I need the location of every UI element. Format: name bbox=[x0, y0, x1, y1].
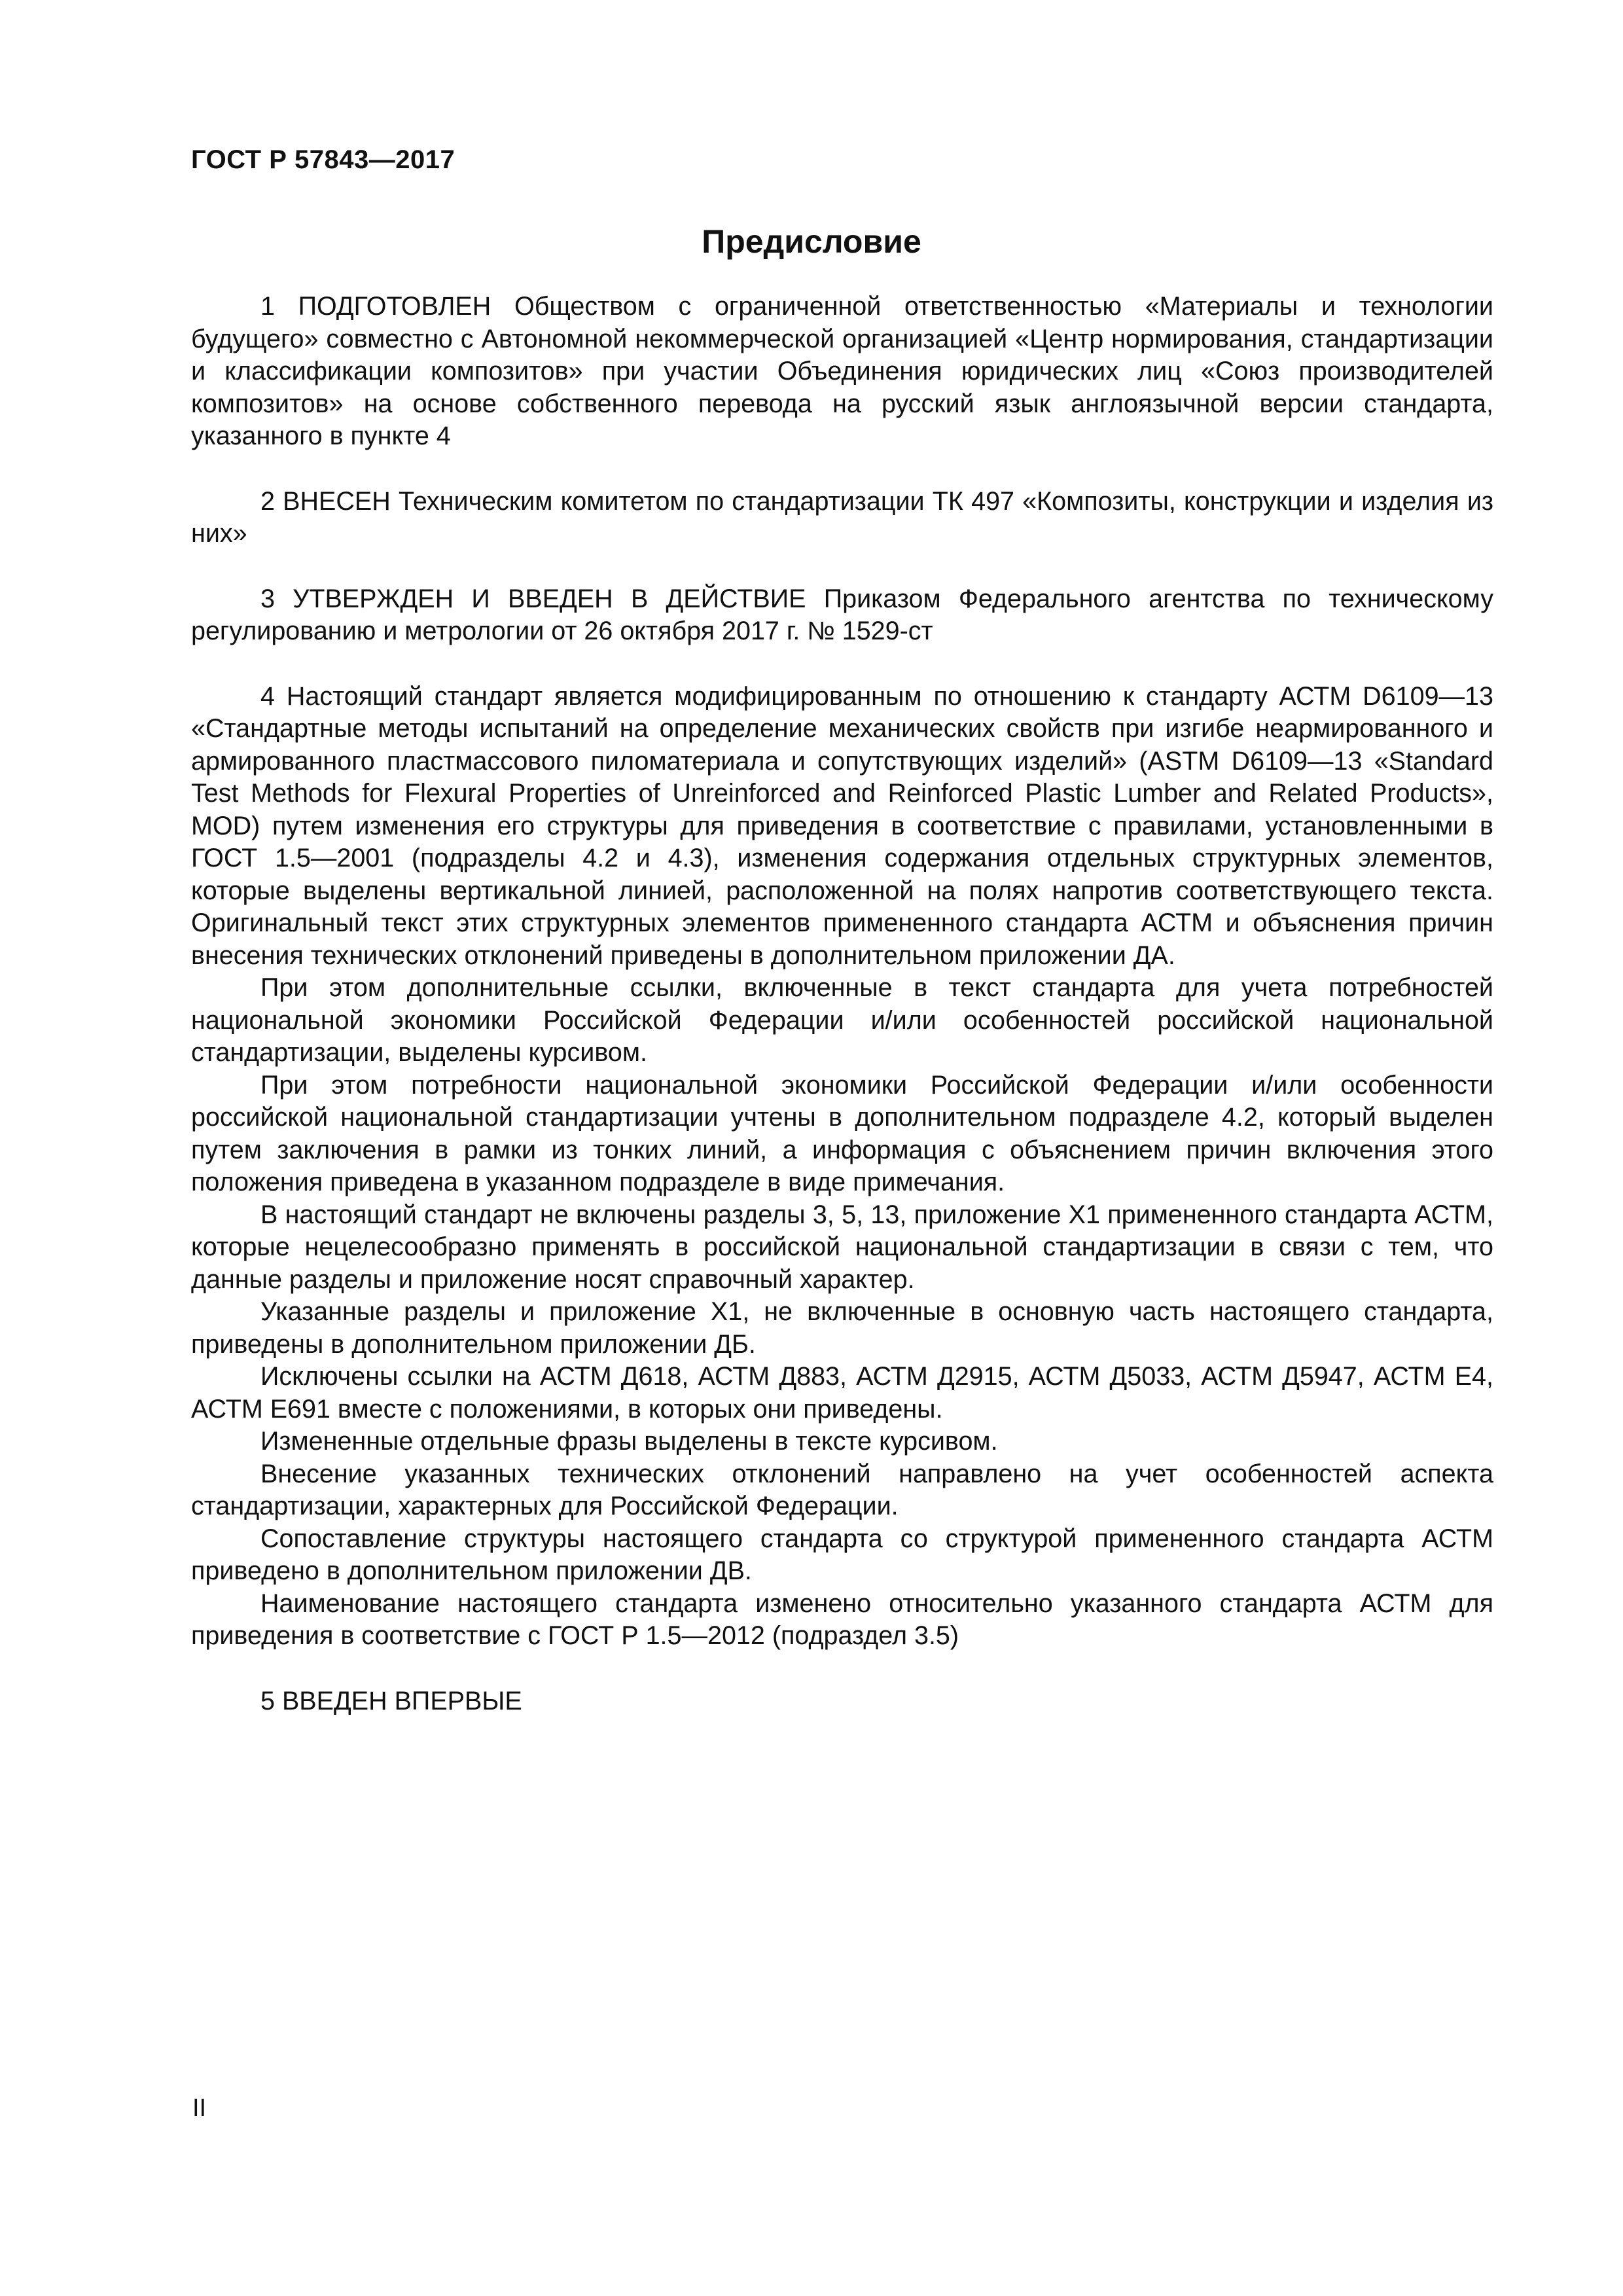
foreword-paragraph: Измененные отдельные фразы выделены в тексте курсивом. bbox=[260, 1427, 998, 1456]
foreword-paragraph: Внесение указанных технических отклонений направлено на учет особенностей аспекта стандартизации, характерных для Российской Федерации. bbox=[191, 1459, 1493, 1520]
foreword-paragraph: Исключены ссылки на АСТМ Д618, АСТМ Д883, АСТМ Д2915, АСТМ Д5033, АСТМ Д5947, АСТМ Е4, АСТМ Е691 вместе с положениями, в которых они приведены. bbox=[191, 1362, 1493, 1424]
page-number: II bbox=[192, 2094, 207, 2122]
foreword-item-5: 5 ВВЕДЕН ВПЕРВЫЕ bbox=[260, 1686, 522, 1715]
page-title: Предисловие bbox=[702, 223, 921, 260]
foreword-paragraph: При этом дополнительные ссылки, включенные в текст стандарта для учета потребностей национальной экономики Российской Федерации и/или особенностей российской национальной стандартизации, выделены курсивом. bbox=[191, 973, 1493, 1067]
foreword-paragraph: Сопоставление структуры настоящего стандарта со структурой примененного стандарта АСТМ приведено в дополнительном приложении ДВ. bbox=[191, 1524, 1493, 1585]
foreword-paragraph: Указанные разделы и приложение X1, не включенные в основную часть настоящего стандарта, приведены в дополнительном приложении ДБ. bbox=[191, 1297, 1493, 1359]
document-code: ГОСТ Р 57843—2017 bbox=[191, 145, 455, 174]
foreword-paragraph: При этом потребности национальной экономики Российской Федерации и/или особенности российской национальной стандартизации учтены в дополнительном подразделе 4.2, который выделен путем заключения в рамки из тонких линий, а информация с объяснением причин включения этого положения приведена в указанном подразделе в виде примечания. bbox=[191, 1070, 1493, 1196]
foreword-paragraph: В настоящий стандарт не включены разделы 3, 5, 13, приложение X1 примененного стандарта АСТМ, которые нецелесообразно применять в российской национальной стандартизации в связи с тем, что данные разделы и приложение носят справочный характер. bbox=[191, 1200, 1493, 1294]
foreword-paragraph: Наименование настоящего стандарта изменено относительно указанного стандарта АСТМ для приведения в соответствие с ГОСТ Р 1.5—2012 (подраздел 3.5) bbox=[191, 1588, 1493, 1650]
foreword-item-3: 3 УТВЕРЖДЕН И ВВЕДЕН В ДЕЙСТВИЕ Приказом Федерального агентства по техническому регулированию и метрологии от 26 октября 2017 г. № 1529-ст bbox=[191, 584, 1493, 645]
foreword-item-4: 4 Настоящий стандарт является модифицированным по отношению к стандарту АСТМ D6109—13 «Стандартные методы испытаний на определение механических свойств при изгибе неармированного и армированного пластмассового пиломатериала и сопутствующих изделий» (ASTM D6109—13 «Standard Test Methods for Flexural Properties of Unreinforced and Reinforced Plastic Lumber and Related Products», MOD) путем изменения его структуры для приведения в соответствие с правилами, установленными в ГОСТ 1.5—2001 (подразделы 4.2 и 4.3), изменения содержания отдельных структурных элементов, которые выделены вертикальной линией, расположенной на полях напротив соответствующего текста. Оригинальный текст этих структурных элементов примененного стандарта АСТМ и объяснения причин внесения технических отклонений приведены в дополнительном приложении ДА. bbox=[191, 681, 1493, 970]
foreword-body bbox=[191, 291, 1493, 1717]
foreword-item-2: 2 ВНЕСЕН Техническим комитетом по стандартизации ТК 497 «Композиты, конструкции и изделия из них» bbox=[191, 486, 1493, 548]
foreword-item-1: 1 ПОДГОТОВЛЕН Обществом с ограниченной ответственностью «Материалы и технологии будущего» совместно с Автономной некоммерческой организацией «Центр нормирования, стандартизации и классификации композитов» при участии Объединения юридических лиц «Союз производителей композитов» на основе собственного перевода на русский язык англоязычной версии стандарта, указанного в пункте 4 bbox=[191, 292, 1493, 450]
